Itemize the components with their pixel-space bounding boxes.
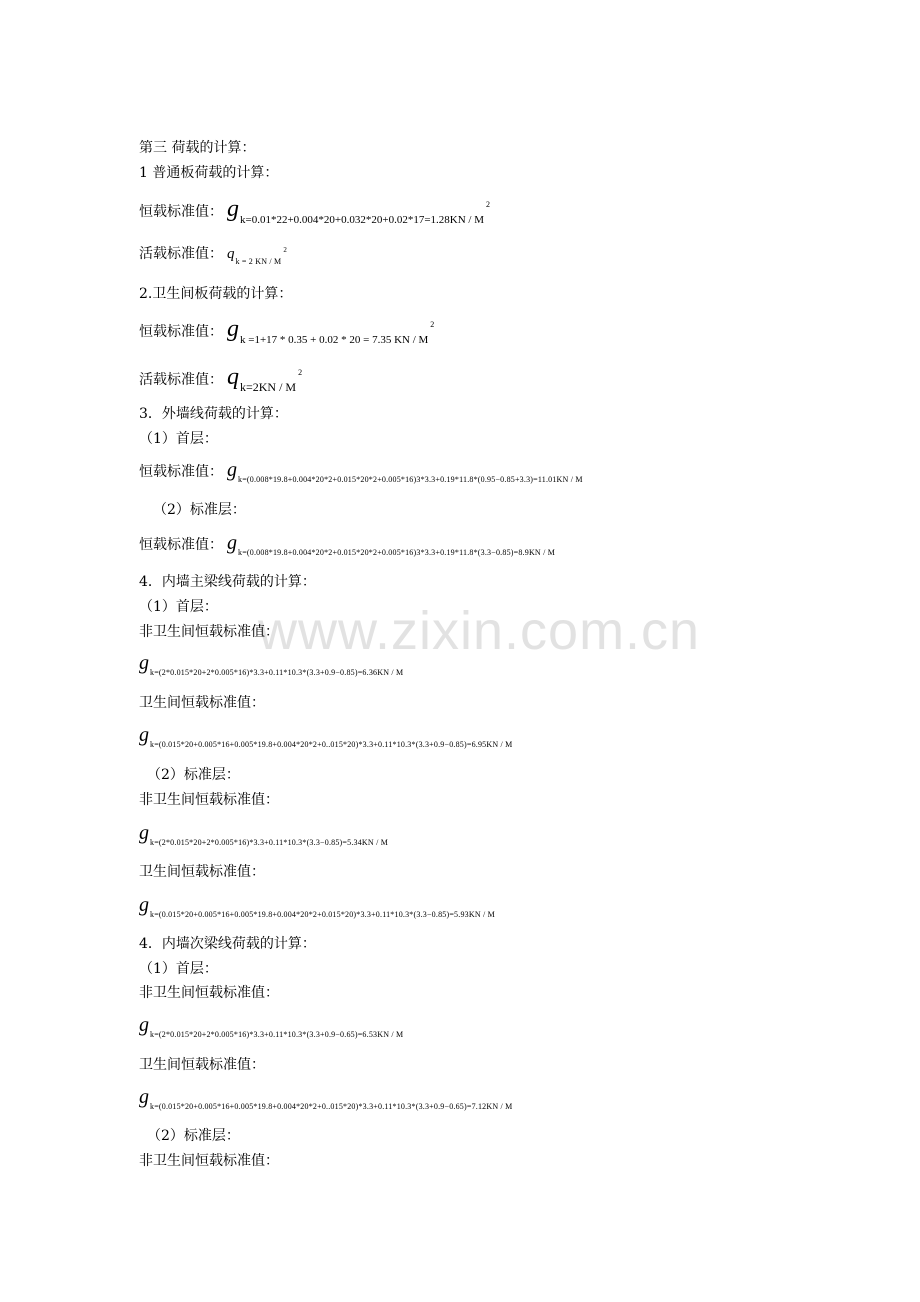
s1-live-formula: k = 2 KN / M	[235, 257, 282, 266]
s3-std-symbol: g	[227, 532, 237, 554]
s1-live-exponent: 2	[283, 246, 287, 254]
s5-formula-1	[139, 1014, 403, 1039]
s5-first-floor: （1）首层：	[139, 961, 218, 977]
s4-formula-4	[139, 894, 495, 919]
s5-f1-formula: k=(2*0.015*20+2*0.005*16)*3.3+0.11*10.3*(3.3+0.9−0.65)=6.53KN / M	[150, 1030, 404, 1039]
s2-live-label: 活载标准值：	[139, 372, 223, 388]
s2-live-symbol: q	[227, 364, 239, 390]
s2-dead-symbol: g	[227, 316, 239, 342]
s1-dead-formula: k=0.01*22+0.004*20+0.032*20+0.02*17=1.28KN / M	[240, 214, 484, 226]
s4-title: 4．内墙主梁线荷载的计算：	[139, 574, 316, 590]
s5-non-wc-label: 非卫生间恒载标准值：	[139, 985, 279, 1001]
s2-dead-label: 恒载标准值：	[139, 324, 223, 340]
s2-dead-load-row	[139, 316, 434, 346]
s1-live-load-row	[139, 243, 287, 266]
s4-f3-symbol: g	[139, 822, 149, 844]
s5-non-wc-label-2: 非卫生间恒载标准值：	[139, 1153, 279, 1169]
s2-live-exponent: 2	[298, 368, 303, 377]
s4-f1-symbol: g	[139, 652, 149, 674]
s3-std-formula: k=(0.008*19.8+0.004*20*2+0.015*20*2+0.005*16)3*3.3+0.19*11.8*(3.3−0.85)=8.9KN / M	[238, 548, 556, 557]
s4-standard-floor: （2）标准层：	[147, 767, 240, 783]
s3-standard-floor-row	[139, 532, 555, 557]
s1-title: 1 普通板荷载的计算：	[139, 165, 279, 181]
s4-formula-3	[139, 822, 388, 847]
s5-f2-formula: k=(0.015*20+0.005*16+0.005*19.8+0.004*20*2+0..015*20)*3.3+0.11*10.3*(3.3+0.9−0.65)=7.12KN / M	[150, 1102, 513, 1111]
s1-dead-load-row	[139, 196, 490, 226]
s3-ff-symbol: g	[227, 459, 237, 481]
s5-f2-symbol: g	[139, 1086, 149, 1108]
s1-live-label: 活载标准值：	[139, 246, 223, 262]
s5-title: 4．内墙次梁线荷载的计算：	[139, 936, 316, 952]
s4-formula-1	[139, 652, 403, 677]
watermark: www.zixin.com.cn	[258, 601, 701, 661]
s3-std-label: 恒载标准值：	[139, 537, 223, 553]
s3-first-floor: （1）首层：	[139, 431, 218, 447]
s4-f1-formula: k=(2*0.015*20+2*0.005*16)*3.3+0.11*10.3*(3.3+0.9−0.85)=6.36KN / M	[150, 668, 404, 677]
s2-title: 2.卫生间板荷载的计算：	[139, 286, 293, 302]
s4-first-floor: （1）首层：	[139, 599, 218, 615]
s3-first-floor-row	[139, 459, 583, 484]
s4-f2-symbol: g	[139, 724, 149, 746]
s2-dead-formula: k =1+17 * 0.35 + 0.02 * 20 = 7.35 KN / M	[240, 334, 429, 346]
s5-standard-floor: （2）标准层：	[147, 1128, 240, 1144]
s5-f1-symbol: g	[139, 1014, 149, 1036]
s4-formula-2	[139, 724, 512, 749]
s4-wc-label: 卫生间恒载标准值：	[139, 695, 265, 711]
s4-f2-formula: k=(0.015*20+0.005*16+0.005*19.8+0.004*20*2+0..015*20)*3.3+0.11*10.3*(3.3+0.9−0.85)=6.95KN / M	[150, 740, 513, 749]
s1-dead-label: 恒载标准值：	[139, 204, 223, 220]
s5-formula-2	[139, 1086, 512, 1111]
s3-ff-formula: k=(0.008*19.8+0.004*20*2+0.015*20*2+0.005*16)3*3.3+0.19*11.8*(0.95−0.85+3.3)=11.01KN / M	[238, 475, 583, 484]
s4-non-wc-label: 非卫生间恒载标准值：	[139, 624, 279, 640]
s3-standard-floor: （2）标准层：	[153, 502, 246, 518]
s2-dead-exponent: 2	[430, 320, 435, 329]
s4-f3-formula: k=(2*0.015*20+2*0.005*16)*3.3+0.11*10.3*(3.3−0.85)=5.34KN / M	[150, 838, 389, 847]
s2-live-load-row	[139, 364, 302, 395]
s3-title: 3．外墙线荷载的计算：	[139, 406, 288, 422]
s4-f4-symbol: g	[139, 894, 149, 916]
s1-dead-symbol: g	[227, 196, 239, 222]
section-heading: 第三 荷载的计算：	[139, 140, 256, 156]
s1-live-symbol: q	[227, 246, 235, 262]
s5-wc-label: 卫生间恒载标准值：	[139, 1057, 265, 1073]
s2-live-formula: k=2KN / M	[240, 380, 297, 394]
s4-wc-label-2: 卫生间恒载标准值：	[139, 864, 265, 880]
s1-dead-exponent: 2	[486, 200, 490, 209]
s3-dead-label: 恒载标准值：	[139, 464, 223, 480]
s4-f4-formula: k=(0.015*20+0.005*16+0.005*19.8+0.004*20*2+0.015*20)*3.3+0.11*10.3*(3.3−0.85)=5.93KN / M	[150, 910, 495, 919]
s4-non-wc-label-2: 非卫生间恒载标准值：	[139, 792, 279, 808]
